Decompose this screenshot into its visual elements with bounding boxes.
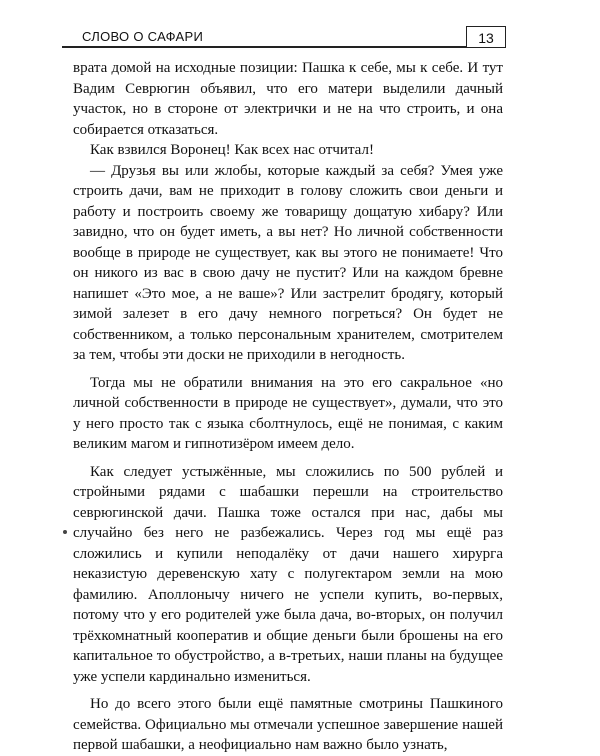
paragraph-2: Как взвился Воронец! Как всех нас отчитал! xyxy=(90,142,374,158)
paragraph-4: Тогда мы не обратили внимания на это его сакральное «но личной собственности в природе не существует», думали, что это у него просто так с языка сболтнулось, ещё не понимая, с каким великим магом и гипнотизёром имеем дело. xyxy=(73,374,503,452)
paragraph-5: Как следует устыжённые, мы сложились по 500 рублей и стройными рядами с шабашки перешли на строительство севрюгинской дачи. Пашка тоже остался при нас, дабы мы случайно без него не разбежались. Через год мы ещё раз сложились и купили неподалёку от дачи нашего хирурга неказистую деревенскую хату с полугектаром земли на мою фамилию. Аполлонычу ничего не успели купить, во-первых, потому что у его родителей уже была дача, во-вторых, он получил трёхкомнатный кооператив и общие деньги были брошены на его капитальное то обустройство, а в-третьих, наши планы на будущее уже успели кардинально измениться. xyxy=(73,463,503,685)
header-rule xyxy=(62,46,506,48)
paragraph-3: — Друзья вы или жлобы, которые каждый за себя? Умея уже строить дачи, вам не приходит в голову сложить свои деньги и работу и построить своему же товарищу дощатую хибару? Или завидно, что он будет иметь, а вы нет? Но личной собственности вообще в природе не существует, как вы этого не понимаете! Что он никого из вас в свою дачу не пустит? Или на каждом бревне напишет «Это мое, а не ваше»? Или застрелит бродягу, который зимой залезет в его дачу немного погреться? Он будет не собственником, а только персональным хранителем, смотрителем за тем, чтобы эти доски не приходили в негодность. xyxy=(73,162,503,363)
running-header xyxy=(62,26,506,52)
paragraph-6: Но до всего этого были ещё памятные смотрины Пашкиного семейства. Официально мы отмечали успешное завершение нашей первой шабашки, а неофициально нам важно было узнать, xyxy=(73,696,503,753)
paragraph-1: врата домой на исходные позиции: Пашка к себе, мы к себе. И тут Вадим Севрюгин объявил, что его матери выделили дачный участок, но в стороне от электрички и не на что строить, и она собирается отказаться. xyxy=(73,60,503,138)
running-title: СЛОВО О САФАРИ xyxy=(82,29,204,44)
margin-mark xyxy=(63,530,67,534)
body-text xyxy=(73,58,503,756)
page-number: 13 xyxy=(466,26,506,47)
